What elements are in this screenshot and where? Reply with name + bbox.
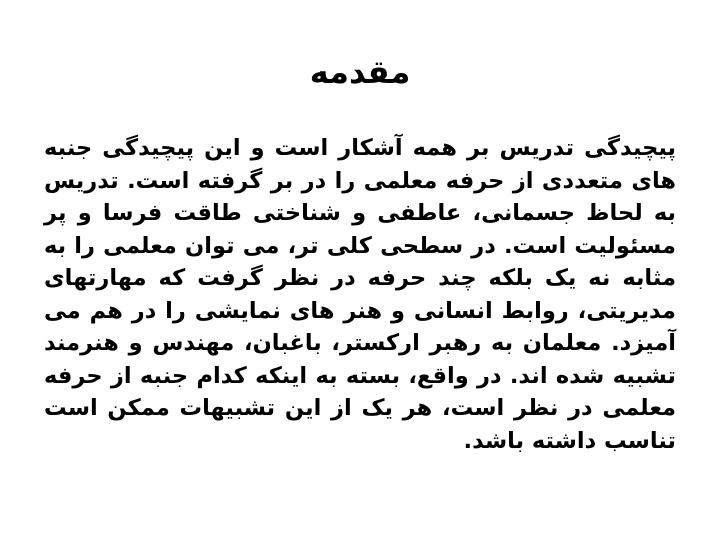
slide-body-text: پیچیدگی تدریس بر همه آشکار است و این پیچیدگی جنبه های متعددی از حرفه معلمی را در بر گرفته است. تدریس به لحاظ جسمانی، عاطفی و شناختی طاقت فرسا و پر مسئولیت است. در سطحی کلی تر، می توان معلمی را به مثابه نه یک بلکه چند حرفه در نظر گرفت که مهارتهای مدیریتی، روابط انسانی و هنر های نمایشی را در هم می آمیزد. معلمان به رهبر ارکستر، باغبان، مهندس و هنرمند تشبیه شده اند. در واقع، بسته به اینکه کدام جنبه از حرفه معلمی در نظر است، هر یک از این تشبیهات ممکن است تناسب داشته باشد. bbox=[44, 135, 676, 454]
slide-title: مقدمه bbox=[309, 53, 411, 91]
